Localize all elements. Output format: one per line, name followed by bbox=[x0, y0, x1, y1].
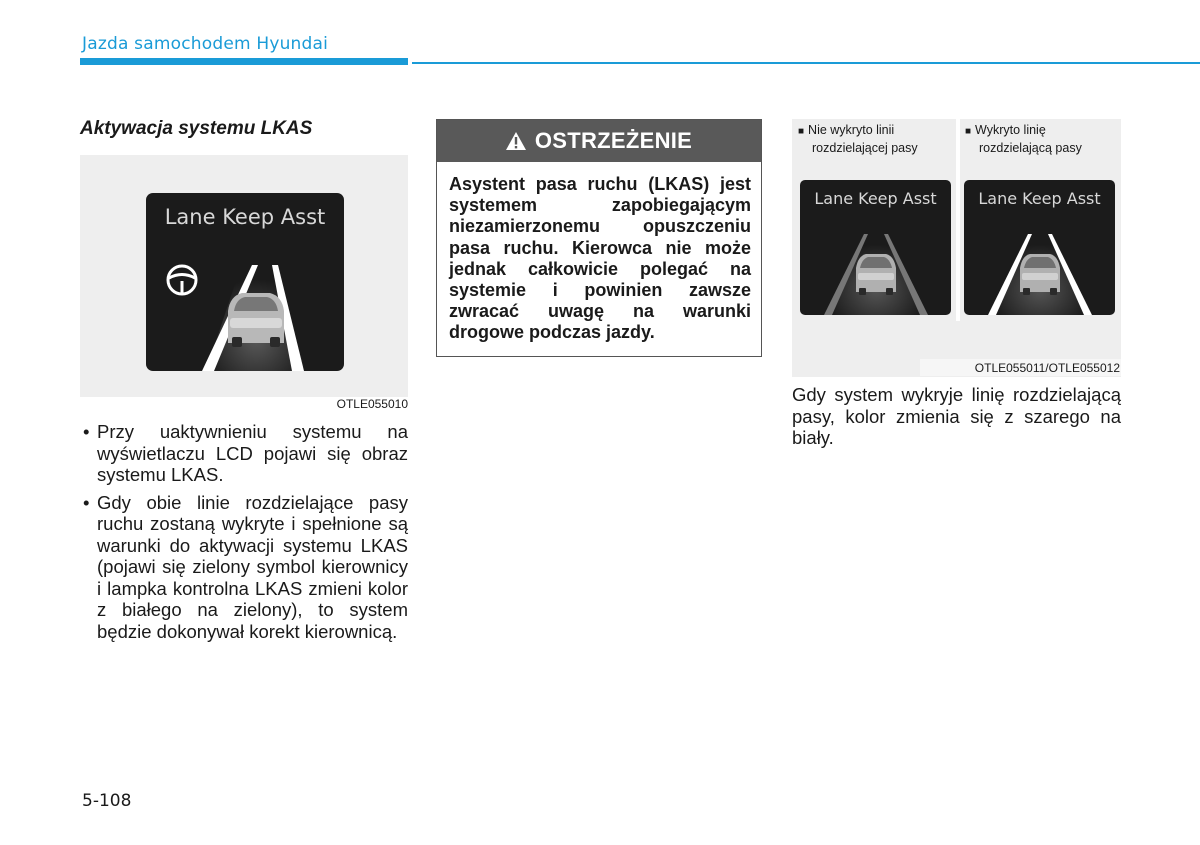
car-rear-icon bbox=[228, 293, 284, 347]
bullet-list bbox=[80, 421, 408, 648]
screen-title: Lane Keep Asst bbox=[164, 205, 326, 229]
lane-graphic bbox=[964, 180, 1115, 315]
screen-title: Lane Keep Asst bbox=[814, 189, 937, 208]
section-heading: Aktywacja systemu LKAS bbox=[80, 118, 313, 139]
bullet-item: • Przy uaktywnieniu systemu na wyświetlaczu LCD pojawi się obraz systemu LKAS. bbox=[80, 421, 408, 486]
running-header: Jazda samochodem Hyundai bbox=[82, 34, 329, 54]
car-rear-icon bbox=[856, 254, 896, 295]
lane-graphic bbox=[800, 180, 951, 315]
lane-graphic bbox=[146, 193, 344, 371]
panel-label-not-detected: ■ Nie wykryto linii rozdzielającej pasy bbox=[798, 123, 918, 155]
figure-lane-detection bbox=[792, 119, 1121, 377]
lcd-screen-not-detected bbox=[800, 180, 951, 315]
description-paragraph: Gdy system wykryje linię rozdzielającą pasy, kolor zmienia się z szarego na biały. bbox=[792, 384, 1121, 448]
warning-header bbox=[437, 120, 761, 162]
figure-lkas-display bbox=[80, 155, 408, 411]
steering-wheel-icon bbox=[168, 266, 196, 294]
warning-box bbox=[436, 119, 762, 357]
bullet-square: ■ bbox=[965, 126, 972, 137]
lcd-screen bbox=[146, 193, 344, 371]
car-rear-icon bbox=[1020, 254, 1060, 295]
warning-text: Asystent pasa ruchu (LKAS) jest systemem zapobiegającym niezamierzonemu opuszczeniu pasa ruchu. Kierowca nie może jednak całkowicie polegać na systemie i powinien zawsze zwracać uwagę na warunki drogowe podczas jazdy. bbox=[449, 174, 751, 343]
bullet-square: ■ bbox=[798, 126, 805, 137]
figure-code: OTLE055010 bbox=[336, 397, 408, 411]
lcd-screen-detected bbox=[964, 180, 1115, 315]
warning-triangle-icon bbox=[506, 132, 526, 150]
figure-divider bbox=[956, 119, 960, 321]
screen-title: Lane Keep Asst bbox=[978, 189, 1101, 208]
panel-label-detected: ■ Wykryto linię rozdzielającą pasy bbox=[965, 123, 1082, 155]
figure-code: OTLE055011/OTLE055012 bbox=[974, 361, 1120, 375]
header-rule-thin bbox=[412, 62, 1200, 64]
bullet-item: • Gdy obie linie rozdzielające pasy ruchu zostaną wykryte i spełnione są warunki do aktywacji systemu LKAS (pojawi się zielony symbol kierownicy i lampka kontrolna LKAS zmieni kolor z białego na zielony), to system będzie dokonywał korekt kierownicą. bbox=[80, 492, 408, 643]
warning-title: OSTRZEŻENIE bbox=[534, 128, 693, 153]
page-number: 5-108 bbox=[82, 791, 132, 811]
header-rule-thick bbox=[80, 58, 408, 65]
